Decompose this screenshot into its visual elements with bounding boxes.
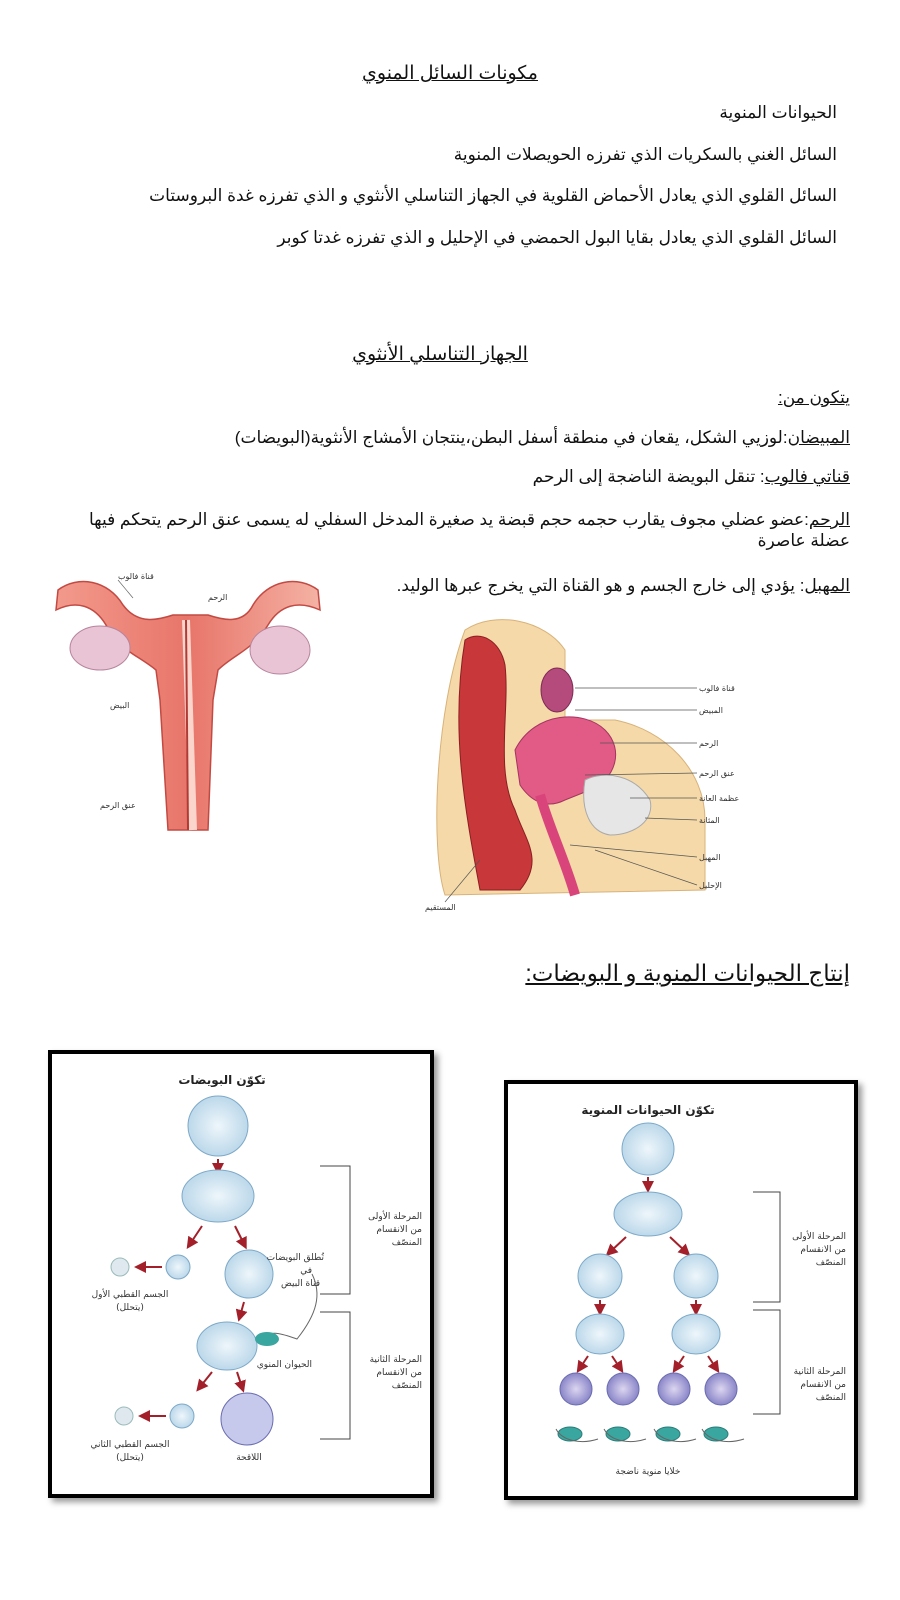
fig2-label: المهبل [699, 853, 721, 862]
fig1-label-tube: قناة فالوب [118, 572, 154, 581]
polar2-label: (يتحلل) [116, 1453, 144, 1463]
fig1-label-uterus: الرحم [208, 593, 228, 602]
fig2-label: الإحليل [699, 881, 722, 890]
arrow [237, 1372, 242, 1387]
arrow [200, 1372, 212, 1387]
oogenesis-diagram [52, 1054, 430, 1494]
polar-body-2-degrading [115, 1407, 133, 1425]
stage2-label: المرحلة الثانية [369, 1355, 422, 1365]
arrow [610, 1237, 626, 1252]
stage2-label: المرحلة الثانية [793, 1367, 846, 1377]
part-term: المبيضان [787, 428, 850, 447]
polar-body-2 [170, 1404, 194, 1428]
arrow [240, 1302, 244, 1316]
cell-dividing-2 [672, 1314, 720, 1354]
stage2-bracket [320, 1312, 350, 1439]
part-desc: :عضو عضلي مجوف يقارب حجمه حجم قبضة يد صغيرة المدخل السفلي له يسمى عنق الرحم يتحكم فيها عضلة عاصرة [88, 510, 850, 550]
stage1-label: من الانقسام [376, 1225, 422, 1235]
sperm-cell [606, 1427, 630, 1441]
semen-item-2: السائل الغني بالسكريات الذي تفرزه الحويصلات المنوية [453, 145, 837, 164]
fig2-label: قناة فالوب [699, 684, 735, 693]
fig2-label: عنق الرحم [699, 769, 735, 778]
arrow [612, 1356, 620, 1368]
fig2-label: الرحم [699, 739, 719, 748]
stage1-label: المنصّف [391, 1238, 422, 1248]
spermatogenesis-box [504, 1080, 858, 1500]
arrow [235, 1226, 244, 1244]
release-label: تُطلق البويضات [266, 1253, 324, 1263]
part-ovaries [235, 428, 850, 448]
label-line [118, 580, 133, 598]
polar-body-1 [166, 1255, 190, 1279]
arrow [190, 1226, 202, 1244]
sperm-cell [704, 1427, 728, 1441]
uterus-front-figure [48, 570, 328, 850]
polar2-label: الجسم القطبي الثاني [90, 1440, 170, 1450]
polar1-label: الجسم القطبي الأول [91, 1290, 169, 1300]
cell-dividing-2 [576, 1314, 624, 1354]
stage1-label: المنصّف [815, 1258, 846, 1268]
semen-title: مكونات السائل المنوي [362, 63, 538, 84]
stage2-bracket [753, 1310, 780, 1414]
fig2-label: المثانة [699, 816, 720, 825]
pelvis-sagittal-figure [425, 610, 755, 915]
polar-body-1-degrading [111, 1258, 129, 1276]
polar1-label: (يتحلل) [116, 1303, 144, 1313]
part-vagina [397, 576, 850, 596]
zygote-label: اللاقحة [236, 1453, 262, 1463]
production-title: إنتاج الحيوانات المنوية و البويضات: [525, 960, 850, 986]
stage1-label: المرحلة الأولى [368, 1212, 422, 1222]
spermatid [658, 1373, 690, 1405]
arrow [670, 1237, 686, 1252]
fig1-label-ovary: البيض [110, 701, 130, 710]
stage1-label: من الانقسام [800, 1245, 846, 1255]
semen-item-3: السائل القلوي الذي يعادل الأحماض القلوية في الجهاز التناسلي الأنثوي و الذي تفرزه غدة البروستات [149, 186, 837, 205]
zygote-cell [221, 1393, 273, 1445]
spermatid [560, 1373, 592, 1405]
stage2-label: من الانقسام [800, 1380, 846, 1390]
part-term: المهبل [804, 576, 850, 595]
ovary-right [250, 626, 310, 674]
release-label: قناة البيض [280, 1279, 320, 1289]
cell-secondary [578, 1254, 622, 1298]
part-term: قناتي فالوب [764, 467, 850, 486]
female-intro: يتكون من: [777, 388, 850, 407]
stage1-bracket [753, 1192, 780, 1302]
arrow [708, 1356, 716, 1368]
stage1-bracket [320, 1166, 350, 1294]
spermatid [705, 1373, 737, 1405]
release-label: في [300, 1266, 312, 1276]
fig2-label: المبيض [699, 706, 723, 715]
fig1-label-cervix: عنق الرحم [100, 801, 136, 810]
stage2-label: المنصّف [815, 1393, 846, 1403]
part-desc: :لوزيي الشكل، يقعان في منطقة أسفل البطن،ينتجان الأمشاج الأنثوية(البويضات) [234, 428, 788, 447]
arrow [676, 1356, 684, 1368]
ovary-side [541, 668, 573, 712]
cell-primary [622, 1123, 674, 1175]
oogenesis-title: تكوّن البويضات [178, 1073, 266, 1087]
spermatid [607, 1373, 639, 1405]
oogenesis-box [48, 1050, 434, 1498]
stage1-label: المرحلة الأولى [792, 1232, 846, 1242]
semen-item-4: السائل القلوي الذي يعادل بقايا البول الحمضي في الإحليل و الذي تفرزه غدتا كوبر [277, 228, 837, 247]
cell-dividing-2 [197, 1322, 257, 1370]
sperm-cell [558, 1427, 582, 1441]
stage2-label: من الانقسام [376, 1368, 422, 1378]
cell-dividing-1 [614, 1192, 682, 1236]
cell-secondary [674, 1254, 718, 1298]
part-uterus [45, 509, 850, 551]
ovary-left [70, 626, 130, 670]
stage2-label: المنصّف [391, 1381, 422, 1391]
arrow [580, 1356, 588, 1368]
spermatogenesis-diagram [508, 1084, 854, 1496]
sperm-cell [656, 1427, 680, 1441]
fig2-label: المستقيم [425, 903, 456, 912]
part-desc: : تنقل البويضة الناضجة إلى الرحم [532, 467, 765, 486]
sperm-label: الحيوان المنوي [256, 1360, 312, 1370]
spermatogenesis-title: تكوّن الحيوانات المنوية [581, 1103, 715, 1117]
cell-dividing-1 [182, 1170, 254, 1222]
cell-primary [188, 1096, 248, 1156]
fig2-label: عظمة العانة [699, 794, 740, 803]
sperm-head [255, 1332, 279, 1346]
part-desc: : يؤدي إلى خارج الجسم و هو القناة التي يخرج عبرها الوليد. [396, 576, 805, 595]
mature-sperm-label: خلايا منوية ناضجة [615, 1467, 681, 1477]
female-title: الجهاز التناسلي الأنثوي [352, 344, 528, 365]
part-tubes [533, 467, 850, 487]
part-term: الرحم [808, 510, 850, 529]
semen-item-1: الحيوانات المنوية [719, 103, 837, 122]
